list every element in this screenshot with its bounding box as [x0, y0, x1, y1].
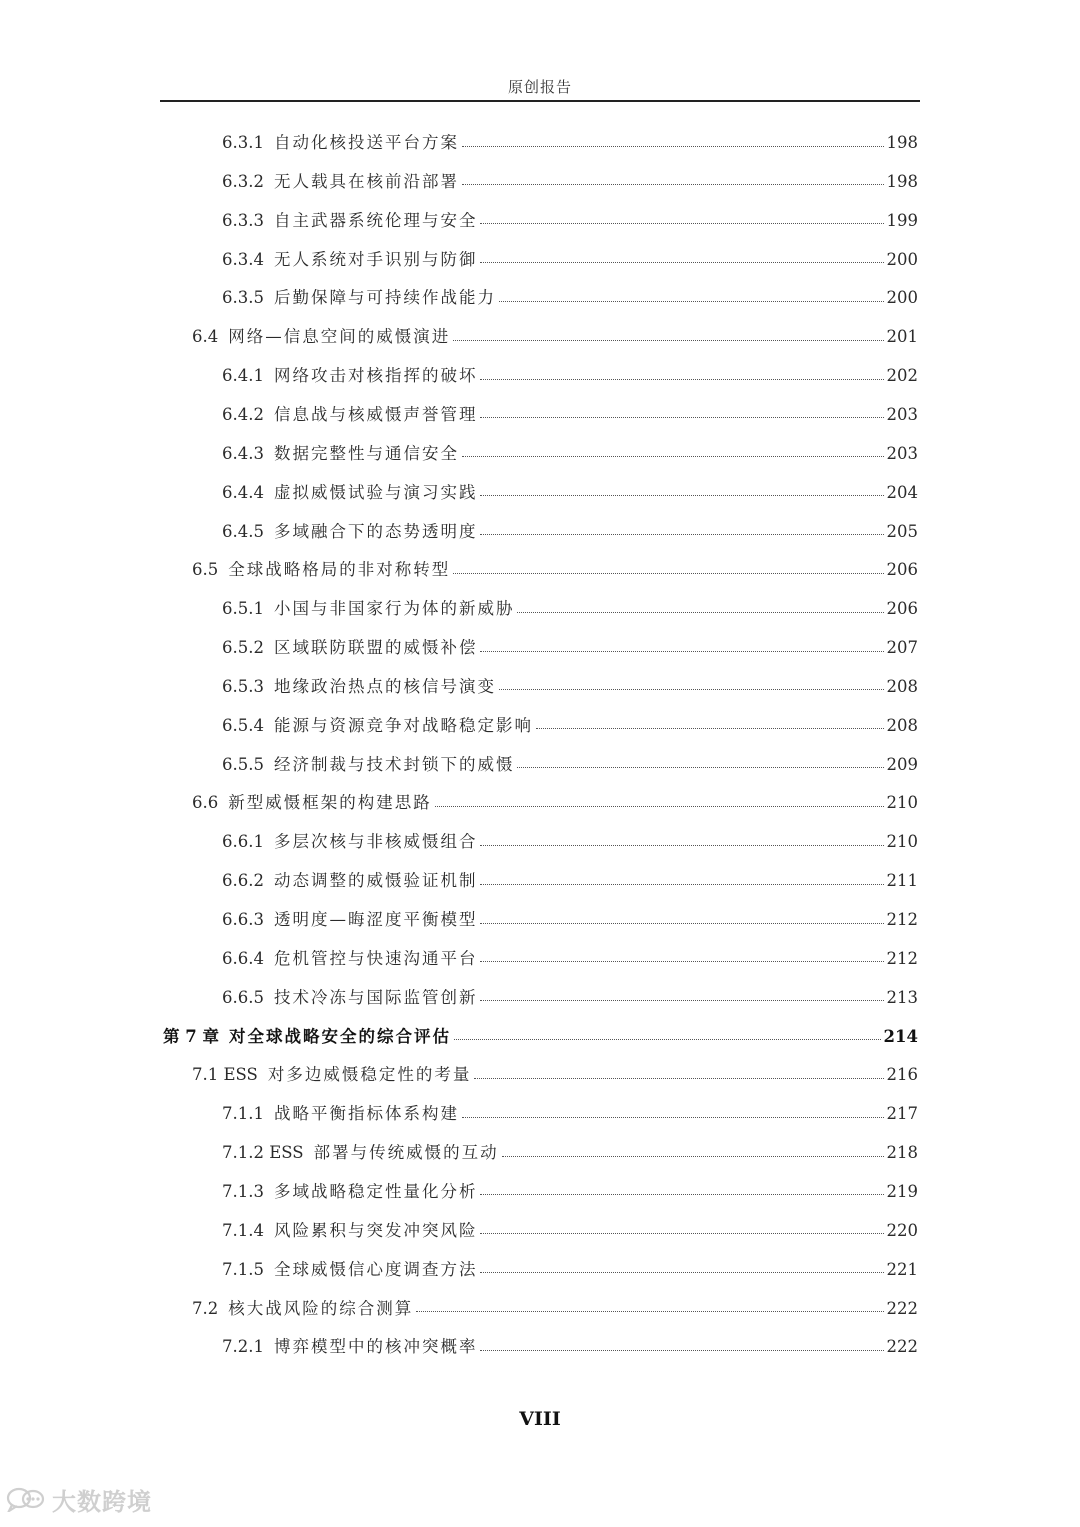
toc-dot-leader: [462, 456, 884, 457]
toc-section-row[interactable]: [192, 551, 918, 589]
toc-entry-number: 6.4.4: [222, 482, 264, 502]
toc-entry-number: 7.2.1: [222, 1337, 264, 1357]
toc-subsection-row[interactable]: [222, 396, 918, 434]
toc-entry-title: 风险累积与突发冲突风险: [273, 1220, 478, 1240]
toc-entry-page: 210: [886, 832, 918, 852]
toc-entry-title: 信息战与核威慑声誉管理: [273, 404, 478, 424]
toc-entry-page: 221: [886, 1259, 918, 1279]
toc-subsection-row[interactable]: [222, 707, 918, 745]
toc-entry-page: 208: [886, 676, 918, 696]
toc-dot-leader: [517, 612, 883, 613]
toc-dot-leader: [480, 534, 883, 535]
toc-entry-page: 200: [886, 249, 918, 269]
toc-entry-number: 6.4.2: [222, 404, 264, 424]
toc-subsection-row[interactable]: [222, 474, 918, 512]
toc-entry-number: 6.6.5: [222, 987, 264, 1007]
toc-dot-leader: [480, 1194, 883, 1195]
toc-subsection-row[interactable]: [222, 1173, 918, 1211]
toc-entry-number: 6.6.2: [222, 871, 264, 891]
toc-entry-number: 7.1.2 ESS: [222, 1143, 304, 1163]
watermark: [6, 1484, 152, 1514]
toc-entry-title: 透明度—晦涩度平衡模型: [273, 910, 478, 929]
toc-entry-title: 区域联防联盟的威慑补偿: [273, 638, 478, 658]
toc-section-row[interactable]: [192, 1290, 918, 1328]
chat-bubbles-logo-icon: [6, 1486, 46, 1512]
toc-entry-page: 218: [886, 1143, 918, 1163]
toc-section-row[interactable]: [192, 318, 918, 356]
toc-entry-page: 207: [886, 638, 918, 658]
toc-entry-page: 206: [886, 599, 918, 619]
toc-entry-number: 7.1 ESS: [192, 1065, 258, 1085]
toc-entry-title: 数据完整性与通信安全: [273, 443, 459, 463]
toc-subsection-row[interactable]: [222, 241, 918, 279]
toc-entry-page: 216: [886, 1065, 918, 1085]
toc-entry-page: 201: [886, 327, 918, 347]
running-header: 原创报告: [507, 78, 572, 96]
toc-entry-title: 自动化核投送平台方案: [273, 133, 459, 152]
toc-dot-leader: [480, 223, 883, 224]
toc-entry-number: 第 7 章: [163, 1026, 219, 1046]
toc-entry-title: 经济制裁与技术封锁下的威慑: [273, 754, 515, 774]
toc-entry-page: 210: [886, 793, 918, 813]
toc-entry-title: 多域战略稳定性量化分析: [273, 1181, 478, 1201]
toc-subsection-row[interactable]: [222, 629, 918, 667]
toc-subsection-row[interactable]: [222, 746, 918, 784]
toc-subsection-row[interactable]: [222, 1212, 918, 1250]
toc-entry-page: 211: [886, 871, 918, 891]
toc-subsection-row[interactable]: [222, 357, 918, 395]
toc-entry-number: 6.5.4: [222, 715, 264, 735]
toc-entry-number: 6.3.4: [222, 249, 264, 269]
toc-entry-title: 核大战风险的综合测算: [228, 1298, 414, 1318]
toc-entry-page: 222: [886, 1298, 918, 1318]
toc-section-row[interactable]: [192, 784, 918, 822]
toc-dot-leader: [502, 1156, 884, 1157]
toc-dot-leader: [499, 689, 884, 690]
toc-entry-title: 网络攻击对核指挥的破坏: [273, 366, 478, 386]
toc-entry-title: 虚拟威慑试验与演习实践: [273, 482, 478, 502]
toc-dot-leader: [480, 1000, 883, 1001]
toc-subsection-row[interactable]: [222, 940, 918, 978]
toc-entry-number: 6.4.5: [222, 521, 264, 541]
toc-dot-leader: [480, 651, 883, 652]
toc-entry-page: 217: [886, 1104, 918, 1124]
toc-entry-title: 多层次核与非核威慑组合: [273, 832, 478, 852]
toc-dot-leader: [480, 417, 883, 418]
toc-entry-title: 新型威慑框架的构建思路: [228, 793, 432, 813]
toc-entry-page: 203: [886, 404, 918, 424]
toc-entry-title: 技术冷冻与国际监管创新: [273, 987, 478, 1007]
toc-entry-number: 6.3.3: [222, 210, 264, 230]
toc-entry-page: 204: [886, 482, 918, 502]
page-number: VIII: [519, 1408, 561, 1430]
toc-entry-number: 6.5.2: [222, 638, 264, 658]
toc-subsection-row[interactable]: [222, 163, 918, 201]
toc-entry-number: 7.1.4: [222, 1220, 264, 1240]
toc-entry-title: 部署与传统威慑的互动: [313, 1143, 499, 1163]
toc-entry-page: 203: [886, 443, 918, 463]
toc-entry-title: 全球战略格局的非对称转型: [228, 560, 451, 580]
toc-entry-page: 222: [886, 1337, 918, 1357]
toc-dot-leader: [435, 806, 884, 807]
toc-dot-leader: [453, 340, 883, 341]
toc-dot-leader: [480, 1350, 883, 1351]
toc-subsection-row[interactable]: [222, 124, 918, 162]
toc-subsection-row[interactable]: [222, 279, 918, 317]
toc-entry-title: 地缘政治热点的核信号演变: [273, 676, 496, 696]
toc-entry-number: 6.3.1: [222, 133, 264, 152]
toc-entry-number: 6.6.3: [222, 910, 264, 929]
toc-dot-leader: [462, 146, 884, 147]
toc-dot-leader: [474, 1078, 883, 1079]
toc-entry-page: 206: [886, 560, 918, 580]
toc-subsection-row[interactable]: [222, 202, 918, 240]
toc-subsection-row[interactable]: [222, 668, 918, 706]
toc-entry-page: 219: [886, 1181, 918, 1201]
toc-entry-number: 7.2: [192, 1298, 219, 1318]
toc-entry-number: 6.4: [192, 327, 219, 347]
toc-entry-number: 7.1.5: [222, 1259, 264, 1279]
toc-entry-title: 动态调整的威慑验证机制: [273, 871, 478, 891]
toc-entry-title: 全球威慑信心度调查方法: [273, 1259, 478, 1279]
toc-subsection-row[interactable]: [222, 862, 918, 900]
toc-entry-number: 7.1.3: [222, 1181, 264, 1201]
toc-entry-page: 212: [886, 948, 918, 968]
toc-subsection-row[interactable]: [222, 590, 918, 628]
toc-entry-title: 无人系统对手识别与防御: [273, 249, 478, 269]
toc-entry-title: 多域融合下的态势透明度: [273, 521, 478, 541]
toc-entry-number: 6.5.3: [222, 676, 264, 696]
toc-subsection-row[interactable]: [222, 901, 918, 939]
toc-entry-page: 212: [886, 910, 918, 929]
toc-dot-leader: [462, 1117, 884, 1118]
toc-entry-title: 小国与非国家行为体的新威胁: [273, 599, 515, 619]
toc-dot-leader: [480, 1272, 883, 1273]
toc-subsection-row[interactable]: [222, 1134, 918, 1172]
toc-entry-number: 6.6.1: [222, 832, 264, 852]
toc-subsection-row[interactable]: [222, 1251, 918, 1289]
toc-chapter-row[interactable]: [163, 1018, 918, 1056]
toc-entry-title: 对多边威慑稳定性的考量: [267, 1065, 472, 1085]
toc-entry-title: 后勤保障与可持续作战能力: [273, 288, 496, 308]
toc-entry-page: 208: [886, 715, 918, 735]
toc-subsection-row[interactable]: [222, 1328, 918, 1366]
toc-dot-leader: [480, 262, 883, 263]
toc-entry-page: 220: [886, 1220, 918, 1240]
header-divider: [160, 100, 920, 102]
toc-dot-leader: [453, 573, 883, 574]
toc-dot-leader: [416, 1311, 883, 1312]
toc-subsection-row[interactable]: [222, 513, 918, 551]
toc-entry-page: 205: [886, 521, 918, 541]
toc-dot-leader: [517, 767, 883, 768]
toc-subsection-row[interactable]: [222, 1095, 918, 1133]
toc-section-row[interactable]: [192, 1056, 918, 1094]
toc-entry-page: 198: [886, 133, 918, 152]
toc-entry-page: 214: [883, 1026, 918, 1046]
toc-dot-leader: [480, 884, 883, 885]
toc-entry-title: 网络—信息空间的威慑演进: [228, 327, 451, 347]
toc-entry-number: 6.3.2: [222, 171, 264, 191]
toc-entry-page: 200: [886, 288, 918, 308]
toc-entry-title: 危机管控与快速沟通平台: [273, 948, 478, 968]
toc-entry-number: 6.6: [192, 793, 219, 813]
toc-entry-title: 对全球战略安全的综合评估: [228, 1026, 451, 1046]
toc-entry-title: 自主武器系统伦理与安全: [273, 210, 478, 230]
toc-subsection-row[interactable]: [222, 823, 918, 861]
toc-entry-number: 7.1.1: [222, 1104, 264, 1124]
toc-entry-number: 6.4.3: [222, 443, 264, 463]
toc-dot-leader: [454, 1039, 881, 1040]
toc-dot-leader: [480, 379, 883, 380]
toc-entry-page: 198: [886, 171, 918, 191]
toc-entry-title: 战略平衡指标体系构建: [273, 1104, 459, 1124]
toc-entry-page: 199: [886, 210, 918, 230]
toc-subsection-row[interactable]: [222, 435, 918, 473]
toc-dot-leader: [480, 1233, 883, 1234]
toc-subsection-row[interactable]: [222, 979, 918, 1017]
toc-entry-number: 6.5.5: [222, 754, 264, 774]
toc-entry-number: 6.3.5: [222, 288, 264, 308]
toc-dot-leader: [462, 184, 884, 185]
toc-dot-leader: [536, 728, 884, 729]
toc-entry-number: 6.6.4: [222, 948, 264, 968]
toc-dot-leader: [480, 923, 883, 924]
toc-entry-title: 博弈模型中的核冲突概率: [273, 1337, 478, 1357]
toc-entry-number: 6.5.1: [222, 599, 264, 619]
toc-entry-title: 无人载具在核前沿部署: [273, 171, 459, 191]
toc-entry-number: 6.4.1: [222, 366, 264, 386]
toc-entry-number: 6.5: [192, 560, 219, 580]
toc-dot-leader: [480, 961, 883, 962]
toc-dot-leader: [499, 301, 884, 302]
toc-entry-page: 213: [886, 987, 918, 1007]
toc-entry-page: 209: [886, 754, 918, 774]
toc-dot-leader: [480, 845, 883, 846]
toc-entry-title: 能源与资源竞争对战略稳定影响: [273, 715, 533, 735]
toc-dot-leader: [480, 495, 883, 496]
toc-entry-page: 202: [886, 366, 918, 386]
watermark-text: 大数跨境: [52, 1487, 152, 1516]
